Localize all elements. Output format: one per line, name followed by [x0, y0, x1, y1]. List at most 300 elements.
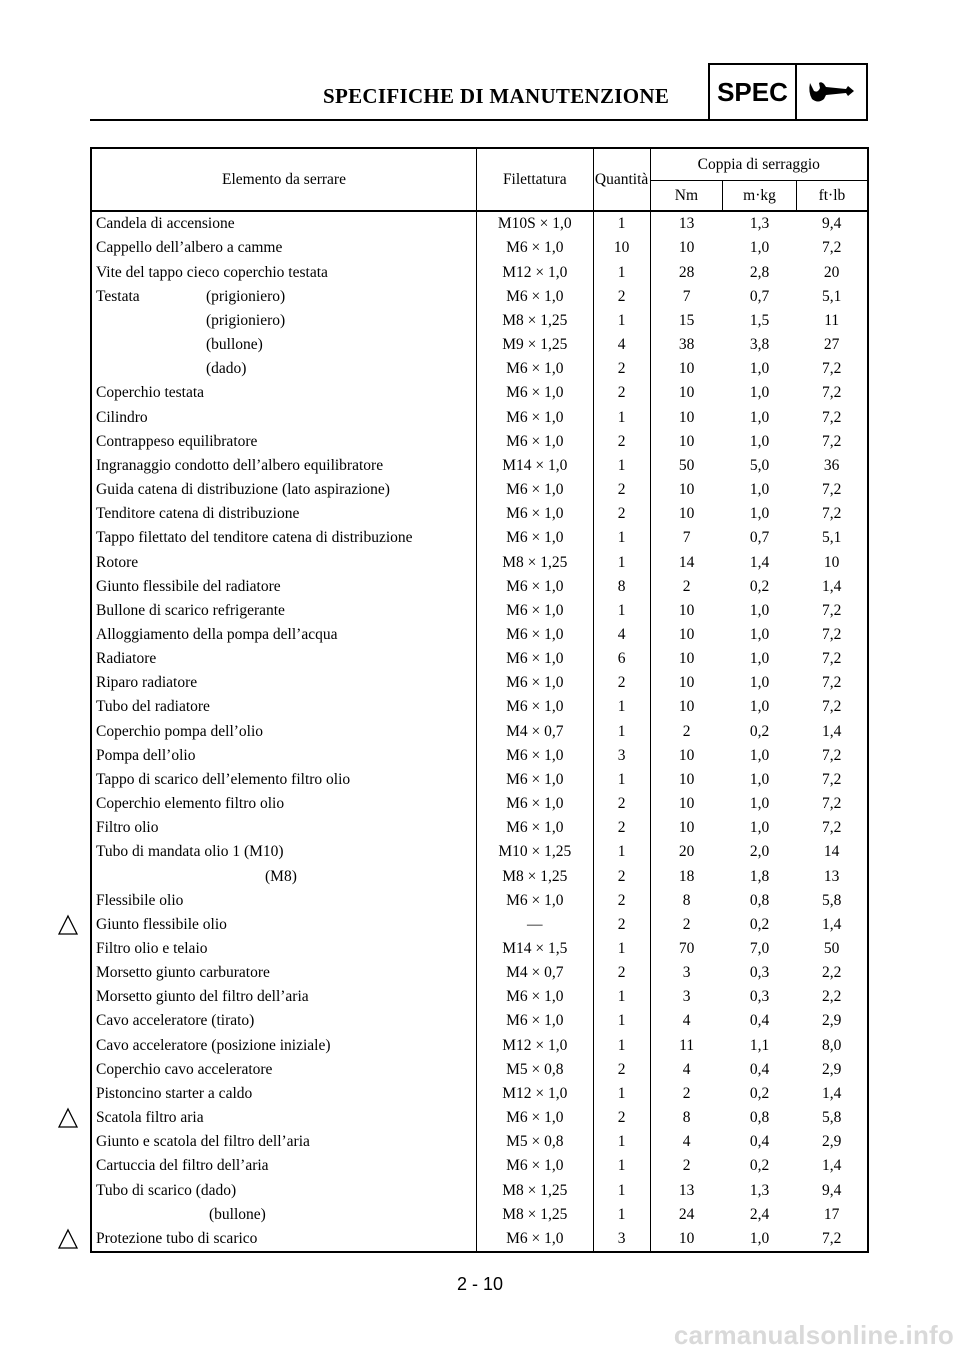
table-row — [91, 1227, 868, 1252]
cell-ftlb: 50 — [823, 940, 840, 958]
cell-nm: 2 — [682, 915, 691, 933]
cell-thread: M10S × 1,0 — [476, 211, 593, 236]
table-row — [91, 1009, 868, 1033]
cell-ftlb: 1,4 — [821, 915, 842, 933]
table-row — [91, 260, 868, 284]
cell-element — [91, 309, 476, 333]
cell-qty: 2 — [593, 1106, 650, 1130]
cell-nm: 10 — [678, 795, 695, 813]
cell-mkg: 0,7 — [749, 529, 770, 547]
cell-qty: 1 — [593, 1009, 650, 1033]
cell-ftlb: 7,2 — [821, 819, 842, 837]
cell-nm: 38 — [678, 336, 695, 354]
cell-qty: 1 — [593, 1130, 650, 1154]
cell-element — [91, 913, 476, 937]
cell-qty: 1 — [593, 599, 650, 623]
table-row — [91, 961, 868, 985]
cell-nm: 20 — [678, 843, 695, 861]
cell-nm: 7 — [682, 529, 691, 547]
element-sub: (prigioniero) — [206, 287, 286, 305]
table-row — [91, 550, 868, 574]
cell-thread: M9 × 1,25 — [476, 333, 593, 357]
cell-nm: 10 — [678, 1229, 695, 1247]
cell-thread: M14 × 1,0 — [476, 454, 593, 478]
cell-thread: M6 × 1,0 — [476, 236, 593, 260]
cell-thread: M6 × 1,0 — [476, 695, 593, 719]
element-name: Rotore — [96, 553, 139, 571]
element-name: Candela di accensione — [96, 215, 235, 233]
cell-thread: M6 × 1,0 — [476, 502, 593, 526]
cell-thread: M8 × 1,25 — [476, 864, 593, 888]
table-row — [91, 284, 868, 308]
cell-nm: 24 — [678, 1205, 695, 1223]
cell-element — [91, 1009, 476, 1033]
cell-ftlb: 13 — [823, 867, 840, 885]
table-row — [91, 864, 868, 888]
cell-nm: 10 — [678, 360, 695, 378]
cell-element — [91, 1082, 476, 1106]
element-name: Cartuccia del filtro dell’aria — [96, 1157, 269, 1175]
cell-ftlb: 7,2 — [821, 239, 842, 257]
cell-mkg: 1,0 — [749, 625, 770, 643]
cell-qty: 1 — [593, 454, 650, 478]
cell-mkg: 2,8 — [749, 263, 770, 281]
table-row — [91, 1057, 868, 1081]
cell-thread: M6 × 1,0 — [476, 816, 593, 840]
cell-thread: M6 × 1,0 — [476, 985, 593, 1009]
cell-element — [91, 768, 476, 792]
table-row — [91, 599, 868, 623]
cell-qty: 1 — [593, 1178, 650, 1202]
cell-qty: 2 — [593, 502, 650, 526]
cell-qty: 2 — [593, 888, 650, 912]
cell-thread: M6 × 1,0 — [476, 888, 593, 912]
cell-mkg: 1,0 — [749, 650, 770, 668]
cell-nm: 11 — [679, 1036, 695, 1054]
cell-element — [91, 1227, 476, 1252]
cell-thread: M6 × 1,0 — [476, 743, 593, 767]
element-name: Giunto e scatola del filtro dell’aria — [96, 1133, 310, 1151]
table-row — [91, 743, 868, 767]
torque-spec-table — [90, 147, 869, 1253]
table-row — [91, 1154, 868, 1178]
cell-qty: 2 — [593, 284, 650, 308]
element-name: Giunto flessibile del radiatore — [96, 577, 281, 595]
cell-thread: M6 × 1,0 — [476, 284, 593, 308]
cell-ftlb: 7,2 — [821, 746, 842, 764]
table-row — [91, 671, 868, 695]
cell-element — [91, 1202, 476, 1226]
cell-nm: 4 — [682, 1060, 691, 1078]
wrench-icon — [806, 79, 858, 105]
cell-qty: 10 — [593, 236, 650, 260]
cell-ftlb: 5,8 — [821, 1109, 842, 1127]
table-row — [91, 1082, 868, 1106]
element-name: Filtro olio e telaio — [96, 940, 208, 958]
cell-ftlb: 7,2 — [821, 601, 842, 619]
cell-ftlb: 7,2 — [821, 481, 842, 499]
element-name: Scatola filtro aria — [96, 1109, 204, 1127]
cell-qty: 2 — [593, 381, 650, 405]
cell-mkg: 1,8 — [749, 867, 770, 885]
cell-ftlb: 2,9 — [821, 1133, 842, 1151]
cell-mkg: 1,0 — [749, 770, 770, 788]
cell-element — [91, 937, 476, 961]
cell-ftlb: 1,4 — [821, 722, 842, 740]
table-row — [91, 719, 868, 743]
element-name: Coperchio testata — [96, 384, 205, 402]
cell-qty: 1 — [593, 985, 650, 1009]
cell-qty: 2 — [593, 357, 650, 381]
element-name: Alloggiamento della pompa dell’acqua — [96, 625, 338, 643]
cell-element — [91, 526, 476, 550]
cell-nm: 18 — [678, 867, 695, 885]
table-row — [91, 1106, 868, 1130]
cell-nm: 10 — [678, 384, 695, 402]
element-name: Giunto flessibile olio — [96, 915, 227, 933]
element-name: Cavo acceleratore (posizione iniziale) — [96, 1036, 331, 1054]
cell-element — [91, 574, 476, 598]
header-ftlb: ft·lb — [796, 181, 868, 212]
table-row — [91, 429, 868, 453]
cell-mkg: 0,2 — [749, 722, 770, 740]
table-row — [91, 816, 868, 840]
header-mkg: m·kg — [723, 181, 797, 212]
element-name: Vite del tappo cieco coperchio testata — [96, 263, 328, 281]
cell-nm: 13 — [678, 215, 695, 233]
cell-nm: 14 — [678, 553, 695, 571]
cell-thread: M6 × 1,0 — [476, 1106, 593, 1130]
cell-thread: M6 × 1,0 — [476, 599, 593, 623]
cell-nm: 8 — [682, 891, 691, 909]
element-name: Cappello dell’albero a camme — [96, 239, 283, 257]
cell-nm: 10 — [678, 505, 695, 523]
cell-mkg: 5,0 — [749, 456, 770, 474]
table-row — [91, 405, 868, 429]
element-name: Testata — [96, 287, 140, 305]
cell-nm: 2 — [682, 577, 691, 595]
cell-element — [91, 454, 476, 478]
spec-badge — [708, 63, 868, 121]
cell-element — [91, 550, 476, 574]
table-row — [91, 574, 868, 598]
cell-thread: M6 × 1,0 — [476, 671, 593, 695]
cell-thread: M4 × 0,7 — [476, 961, 593, 985]
cell-mkg: 7,0 — [749, 940, 770, 958]
cell-mkg: 1,3 — [749, 215, 770, 233]
cell-mkg: 1,0 — [749, 601, 770, 619]
triangle-icon — [57, 1107, 79, 1129]
cell-ftlb: 10 — [823, 553, 840, 571]
cell-nm: 13 — [678, 1181, 695, 1199]
table-row — [91, 502, 868, 526]
header-rule — [90, 119, 708, 121]
cell-nm: 10 — [678, 650, 695, 668]
cell-ftlb: 7,2 — [821, 408, 842, 426]
spec-badge-text: SPEC — [710, 65, 797, 119]
cell-thread: M5 × 0,8 — [476, 1057, 593, 1081]
cell-qty: 1 — [593, 695, 650, 719]
cell-qty: 1 — [593, 719, 650, 743]
cell-mkg: 1,0 — [749, 432, 770, 450]
table-row — [91, 454, 868, 478]
cell-qty: 1 — [593, 1202, 650, 1226]
cell-mkg: 2,0 — [749, 843, 770, 861]
table-row — [91, 309, 868, 333]
table-row — [91, 888, 868, 912]
cell-thread: — — [476, 913, 593, 937]
cell-element — [91, 1106, 476, 1130]
element-name: Flessibile olio — [96, 891, 184, 909]
table-row — [91, 768, 868, 792]
cell-element — [91, 888, 476, 912]
cell-mkg: 0,8 — [749, 891, 770, 909]
cell-element — [91, 405, 476, 429]
cell-nm: 10 — [678, 698, 695, 716]
table-row — [91, 381, 868, 405]
table-row — [91, 526, 868, 550]
cell-ftlb: 7,2 — [821, 795, 842, 813]
cell-thread: M6 × 1,0 — [476, 405, 593, 429]
cell-element — [91, 792, 476, 816]
table-row — [91, 792, 868, 816]
cell-nm: 10 — [678, 625, 695, 643]
cell-mkg: 1,0 — [749, 746, 770, 764]
cell-qty: 2 — [593, 913, 650, 937]
cell-qty: 1 — [593, 840, 650, 864]
cell-qty: 2 — [593, 864, 650, 888]
cell-nm: 15 — [678, 311, 695, 329]
element-name: Ingranaggio condotto dell’albero equilibratore — [96, 456, 384, 474]
cell-ftlb: 2,2 — [821, 988, 842, 1006]
cell-element — [91, 429, 476, 453]
cell-ftlb: 7,2 — [821, 770, 842, 788]
cell-mkg: 1,5 — [749, 311, 770, 329]
cell-ftlb: 7,2 — [821, 384, 842, 402]
cell-thread: M8 × 1,25 — [476, 1202, 593, 1226]
cell-ftlb: 5,1 — [821, 287, 842, 305]
table-row — [91, 647, 868, 671]
cell-ftlb: 17 — [823, 1205, 840, 1223]
cell-mkg: 0,3 — [749, 964, 770, 982]
cell-mkg: 1,1 — [749, 1036, 770, 1054]
cell-ftlb: 5,8 — [821, 891, 842, 909]
cell-thread: M12 × 1,0 — [476, 260, 593, 284]
cell-mkg: 0,4 — [749, 1012, 770, 1030]
cell-nm: 10 — [678, 239, 695, 257]
element-name: Morsetto giunto del filtro dell’aria — [96, 988, 309, 1006]
cell-thread: M14 × 1,5 — [476, 937, 593, 961]
cell-nm: 50 — [678, 456, 695, 474]
element-name: Pompa dell’olio — [96, 746, 196, 764]
cell-ftlb: 11 — [824, 311, 840, 329]
element-name: Pistoncino starter a caldo — [96, 1084, 253, 1102]
cell-nm: 3 — [682, 964, 691, 982]
cell-element — [91, 502, 476, 526]
cell-mkg: 1,0 — [749, 481, 770, 499]
cell-element — [91, 1033, 476, 1057]
page-number: 2 - 10 — [456, 1274, 504, 1294]
cell-element — [91, 260, 476, 284]
cell-thread: M6 × 1,0 — [476, 792, 593, 816]
table-row — [91, 1178, 868, 1202]
cell-qty: 6 — [593, 647, 650, 671]
cell-qty: 1 — [593, 550, 650, 574]
element-name: Tappo filettato del tenditore catena di distribuzione — [96, 529, 413, 547]
element-name: Morsetto giunto carburatore — [96, 964, 270, 982]
cell-element — [91, 211, 476, 236]
cell-nm: 7 — [682, 287, 691, 305]
cell-ftlb: 7,2 — [821, 674, 842, 692]
cell-ftlb: 2,9 — [821, 1012, 842, 1030]
cell-ftlb: 2,2 — [821, 964, 842, 982]
element-name: Riparo radiatore — [96, 674, 198, 692]
cell-nm: 2 — [682, 1157, 691, 1175]
cell-ftlb: 36 — [823, 456, 840, 474]
cell-element — [91, 1130, 476, 1154]
cell-nm: 2 — [682, 1084, 691, 1102]
cell-thread: M6 × 1,0 — [476, 1227, 593, 1252]
element-name: Filtro olio — [96, 819, 159, 837]
cell-ftlb: 9,4 — [821, 1181, 842, 1199]
cell-thread: M6 × 1,0 — [476, 429, 593, 453]
cell-element — [91, 478, 476, 502]
cell-mkg: 0,3 — [749, 988, 770, 1006]
cell-mkg: 1,0 — [749, 698, 770, 716]
cell-element — [91, 357, 476, 381]
cell-thread: M6 × 1,0 — [476, 1154, 593, 1178]
cell-element — [91, 864, 476, 888]
cell-element — [91, 236, 476, 260]
cell-nm: 10 — [678, 770, 695, 788]
cell-qty: 8 — [593, 574, 650, 598]
header-qty: Quantità — [593, 148, 650, 211]
table-row — [91, 623, 868, 647]
element-name: Coperchio elemento filtro olio — [96, 795, 285, 813]
cell-mkg: 1,0 — [749, 1229, 770, 1247]
cell-thread: M6 × 1,0 — [476, 381, 593, 405]
cell-element — [91, 719, 476, 743]
watermark: carmanualsonline.info — [673, 1320, 954, 1350]
cell-nm: 10 — [678, 819, 695, 837]
cell-nm: 2 — [682, 722, 691, 740]
element-name: Protezione tubo di scarico — [96, 1229, 258, 1247]
cell-ftlb: 7,2 — [821, 360, 842, 378]
cell-thread: M6 × 1,0 — [476, 623, 593, 647]
cell-mkg: 3,8 — [749, 336, 770, 354]
cell-element — [91, 333, 476, 357]
cell-qty: 1 — [593, 309, 650, 333]
table-row — [91, 478, 868, 502]
cell-thread: M12 × 1,0 — [476, 1033, 593, 1057]
cell-qty: 1 — [593, 1082, 650, 1106]
cell-mkg: 0,2 — [749, 1084, 770, 1102]
header-torque: Coppia di serraggio — [650, 148, 868, 181]
cell-thread: M6 × 1,0 — [476, 478, 593, 502]
cell-nm: 28 — [678, 263, 695, 281]
cell-thread: M10 × 1,25 — [476, 840, 593, 864]
cell-ftlb: 2,9 — [821, 1060, 842, 1078]
cell-thread: M6 × 1,0 — [476, 574, 593, 598]
cell-mkg: 0,7 — [749, 287, 770, 305]
cell-element — [91, 743, 476, 767]
cell-qty: 2 — [593, 961, 650, 985]
cell-thread: M12 × 1,0 — [476, 1082, 593, 1106]
cell-qty: 3 — [593, 743, 650, 767]
cell-mkg: 1,4 — [749, 553, 770, 571]
cell-mkg: 0,2 — [749, 915, 770, 933]
cell-mkg: 1,0 — [749, 819, 770, 837]
cell-thread: M6 × 1,0 — [476, 1009, 593, 1033]
cell-qty: 2 — [593, 671, 650, 695]
cell-nm: 10 — [678, 674, 695, 692]
element-name: Tenditore catena di distribuzione — [96, 505, 300, 523]
cell-qty: 4 — [593, 333, 650, 357]
cell-element — [91, 647, 476, 671]
cell-qty: 1 — [593, 211, 650, 236]
cell-ftlb: 1,4 — [821, 1157, 842, 1175]
cell-ftlb: 7,2 — [821, 1229, 842, 1247]
cell-element — [91, 961, 476, 985]
cell-ftlb: 14 — [823, 843, 840, 861]
element-sub: (M8) — [265, 867, 297, 885]
cell-element — [91, 1178, 476, 1202]
cell-qty: 1 — [593, 1033, 650, 1057]
cell-ftlb: 7,2 — [821, 432, 842, 450]
cell-mkg: 0,4 — [749, 1060, 770, 1078]
cell-ftlb: 20 — [823, 263, 840, 281]
element-name: Guida catena di distribuzione (lato aspirazione) — [96, 481, 390, 499]
cell-mkg: 0,2 — [749, 1157, 770, 1175]
table-row — [91, 357, 868, 381]
cell-thread: M8 × 1,25 — [476, 550, 593, 574]
cell-ftlb: 8,0 — [821, 1036, 842, 1054]
cell-element — [91, 381, 476, 405]
cell-ftlb: 7,2 — [821, 505, 842, 523]
cell-element — [91, 623, 476, 647]
cell-element — [91, 599, 476, 623]
cell-ftlb: 1,4 — [821, 577, 842, 595]
cell-element — [91, 695, 476, 719]
cell-mkg: 1,0 — [749, 505, 770, 523]
header-element: Elemento da serrare — [91, 148, 476, 211]
table-row — [91, 211, 868, 236]
cell-qty: 2 — [593, 816, 650, 840]
element-name: Cavo acceleratore (tirato) — [96, 1012, 255, 1030]
cell-qty: 2 — [593, 429, 650, 453]
element-name: Tappo di scarico dell’elemento filtro olio — [96, 770, 351, 788]
cell-mkg: 1,0 — [749, 360, 770, 378]
element-name: Coperchio pompa dell’olio — [96, 722, 264, 740]
cell-nm: 70 — [678, 940, 695, 958]
table-row — [91, 236, 868, 260]
cell-nm: 10 — [678, 408, 695, 426]
element-name: Tubo di scarico (dado) — [96, 1181, 237, 1199]
cell-qty: 3 — [593, 1227, 650, 1252]
cell-mkg: 2,4 — [749, 1205, 770, 1223]
table-row — [91, 985, 868, 1009]
element-sub: (dado) — [206, 360, 247, 378]
table-row — [91, 937, 868, 961]
cell-nm: 8 — [682, 1109, 691, 1127]
element-name: Coperchio cavo acceleratore — [96, 1060, 273, 1078]
header-thread: Filettatura — [476, 148, 593, 211]
cell-nm: 10 — [678, 432, 695, 450]
cell-thread: M6 × 1,0 — [476, 647, 593, 671]
cell-qty: 1 — [593, 260, 650, 284]
cell-thread: M6 × 1,0 — [476, 357, 593, 381]
cell-qty: 1 — [593, 937, 650, 961]
